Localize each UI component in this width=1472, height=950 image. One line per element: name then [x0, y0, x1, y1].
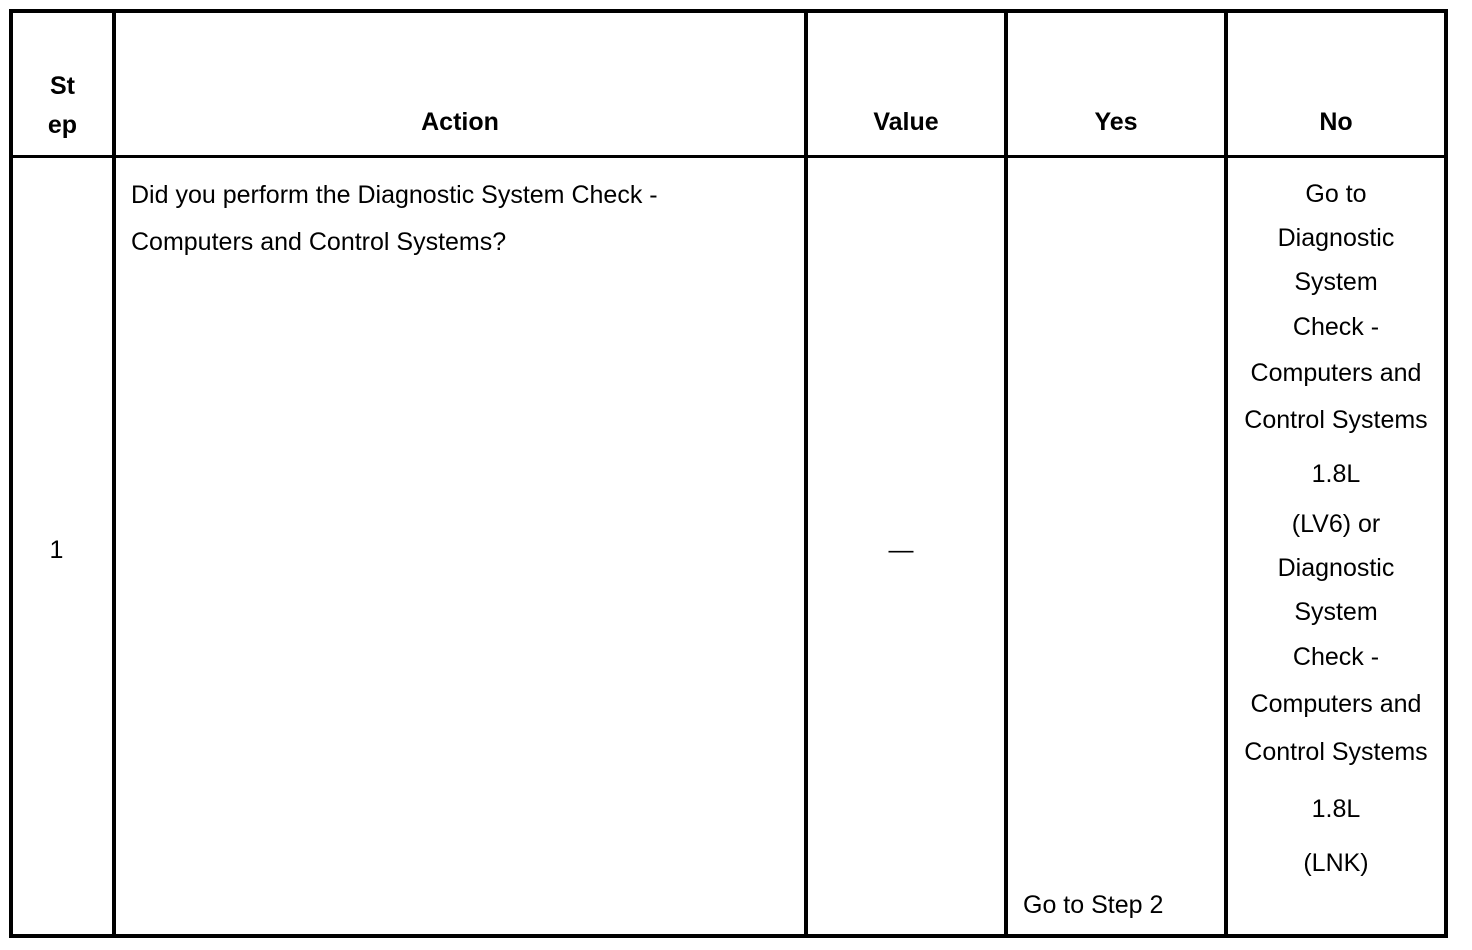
- no-text-line: Computers and: [1250, 690, 1422, 718]
- action-text-line: Did you perform the Diagnostic System Check -: [131, 181, 658, 209]
- no-text-line: Control Systems: [1244, 406, 1428, 434]
- table-border-left: [9, 9, 13, 938]
- table-cell-yes: Go to Step 2: [1023, 891, 1164, 919]
- no-text-line: (LV6) or: [1291, 510, 1381, 538]
- no-text-line: System: [1294, 598, 1378, 626]
- header-step: [13, 67, 112, 145]
- diagnostic-table: [9, 9, 1448, 938]
- header-value: Value: [873, 108, 939, 136]
- table-border-right: [1444, 9, 1448, 938]
- table-cell-no: [1228, 9, 1444, 934]
- column-divider-value: [1004, 9, 1008, 938]
- no-text-line: System: [1294, 268, 1378, 296]
- column-divider-action: [804, 9, 808, 938]
- no-text-line: Computers and: [1250, 359, 1422, 387]
- action-text-line: Computers and Control Systems?: [131, 228, 507, 256]
- no-text-line: Control Systems: [1244, 738, 1428, 766]
- no-text-line: Check -: [1292, 643, 1380, 671]
- table-cell-action: [131, 180, 801, 257]
- header-no: No: [1319, 108, 1353, 136]
- no-text-line: (LNK): [1303, 849, 1369, 877]
- column-divider-step: [112, 9, 116, 938]
- no-text-line: Go to: [1305, 180, 1367, 208]
- table-cell-value: —: [888, 536, 914, 564]
- no-text-line: Diagnostic: [1277, 554, 1395, 582]
- table-border-bottom: [9, 934, 1448, 938]
- header-action: Action: [421, 108, 499, 136]
- no-text-line: 1.8L: [1311, 795, 1361, 823]
- header-step-line: St: [50, 72, 75, 100]
- table-cell-step: 1: [49, 536, 64, 564]
- header-step-line: ep: [47, 111, 78, 139]
- no-text-line: Check -: [1292, 313, 1380, 341]
- no-text-line: Diagnostic: [1277, 224, 1395, 252]
- header-yes: Yes: [1094, 108, 1138, 136]
- no-text-line: 1.8L: [1311, 460, 1361, 488]
